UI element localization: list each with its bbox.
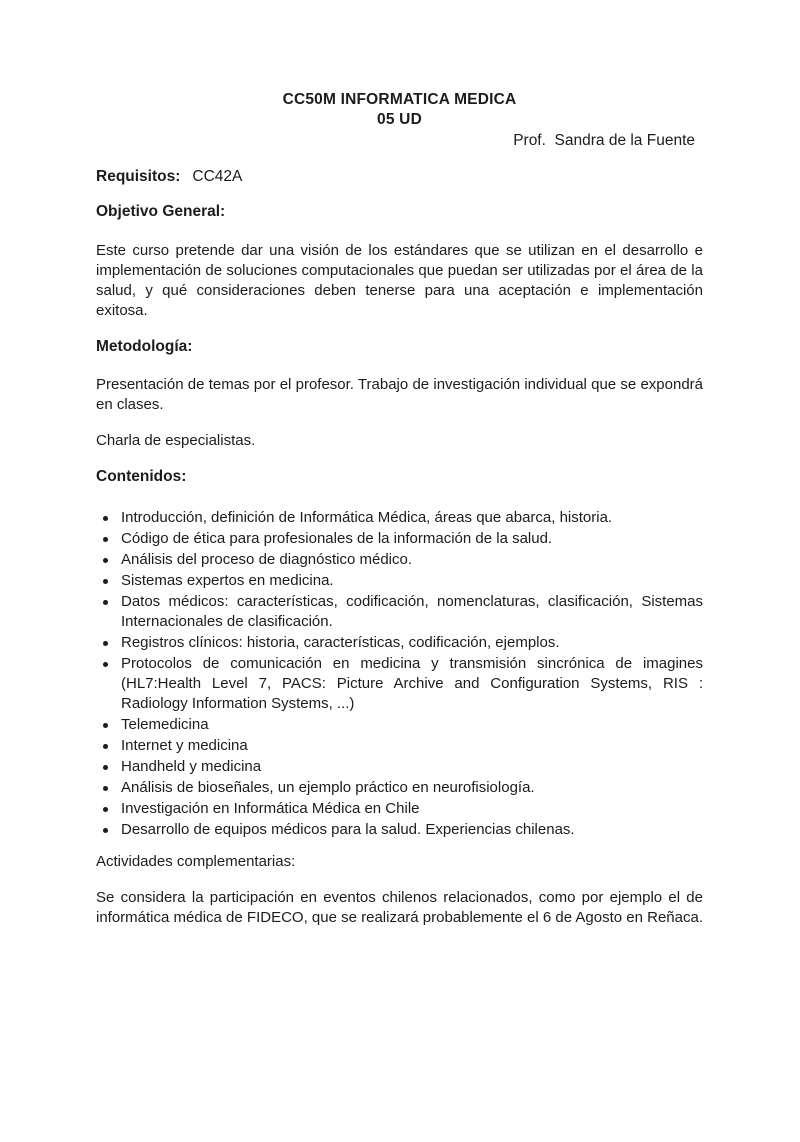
professor-name: Prof. Sandra de la Fuente: [513, 132, 695, 149]
objetivo-general-heading: Objetivo General:: [96, 203, 226, 220]
contenidos-heading: Contenidos:: [96, 468, 187, 485]
list-item: Protocolos de comunicación en medicina y transmisión sincrónica de imagines (HL7:Health Level 7, PACS: Picture Archive and Configuration Systems, RIS : Radiology Information Systems, ...): [96, 654, 703, 714]
objetivo-general-paragraph: Este curso pretende dar una visión de los estándares que se utilizan en el desarrollo e implementación de soluciones computacionales que puedan ser utilizadas por el área de la salud, y qué consideraciones deben tenerse para una aceptación e implementación exitosa.: [96, 242, 703, 319]
requisitos-label: Requisitos:: [96, 168, 181, 185]
contenidos-list: [96, 508, 703, 840]
list-item: Registros clínicos: historia, características, codificación, ejemplos.: [96, 633, 703, 653]
list-item: Análisis del proceso de diagnóstico médico.: [96, 550, 703, 570]
list-item: Datos médicos: características, codificación, nomenclaturas, clasificación, Sistemas Internacionales de clasificación.: [96, 592, 703, 632]
metodologia-paragraph-1: Presentación de temas por el profesor. Trabajo de investigación individual que se expondrá en clases.: [96, 376, 703, 413]
actividades-heading: Actividades complementarias:: [96, 853, 296, 870]
list-item: Sistemas expertos en medicina.: [96, 571, 703, 591]
requisitos-value: CC42A: [192, 168, 243, 185]
list-item: Investigación en Informática Médica en Chile: [96, 799, 703, 819]
list-item: Handheld y medicina: [96, 757, 703, 777]
requisitos-line: [96, 167, 703, 187]
metodologia-paragraph-2: Charla de especialistas.: [96, 432, 256, 449]
list-item: Introducción, definición de Informática Médica, áreas que abarca, historia.: [96, 508, 703, 528]
list-item: Código de ética para profesionales de la información de la salud.: [96, 529, 703, 549]
course-units: 05 UD: [377, 111, 422, 128]
list-item: Telemedicina: [96, 715, 703, 735]
list-item: Internet y medicina: [96, 736, 703, 756]
actividades-paragraph: Se considera la participación en eventos chilenos relacionados, como por ejemplo el de informática médica de FIDECO, que se realizará probablemente el 6 de Agosto en Reñaca.: [96, 889, 704, 926]
course-title: CC50M INFORMATICA MEDICA: [282, 91, 517, 108]
list-item: Desarrollo de equipos médicos para la salud. Experiencias chilenas.: [96, 820, 703, 840]
metodologia-heading: Metodología:: [96, 338, 193, 355]
list-item: Análisis de bioseñales, un ejemplo práctico en neurofisiología.: [96, 778, 703, 798]
